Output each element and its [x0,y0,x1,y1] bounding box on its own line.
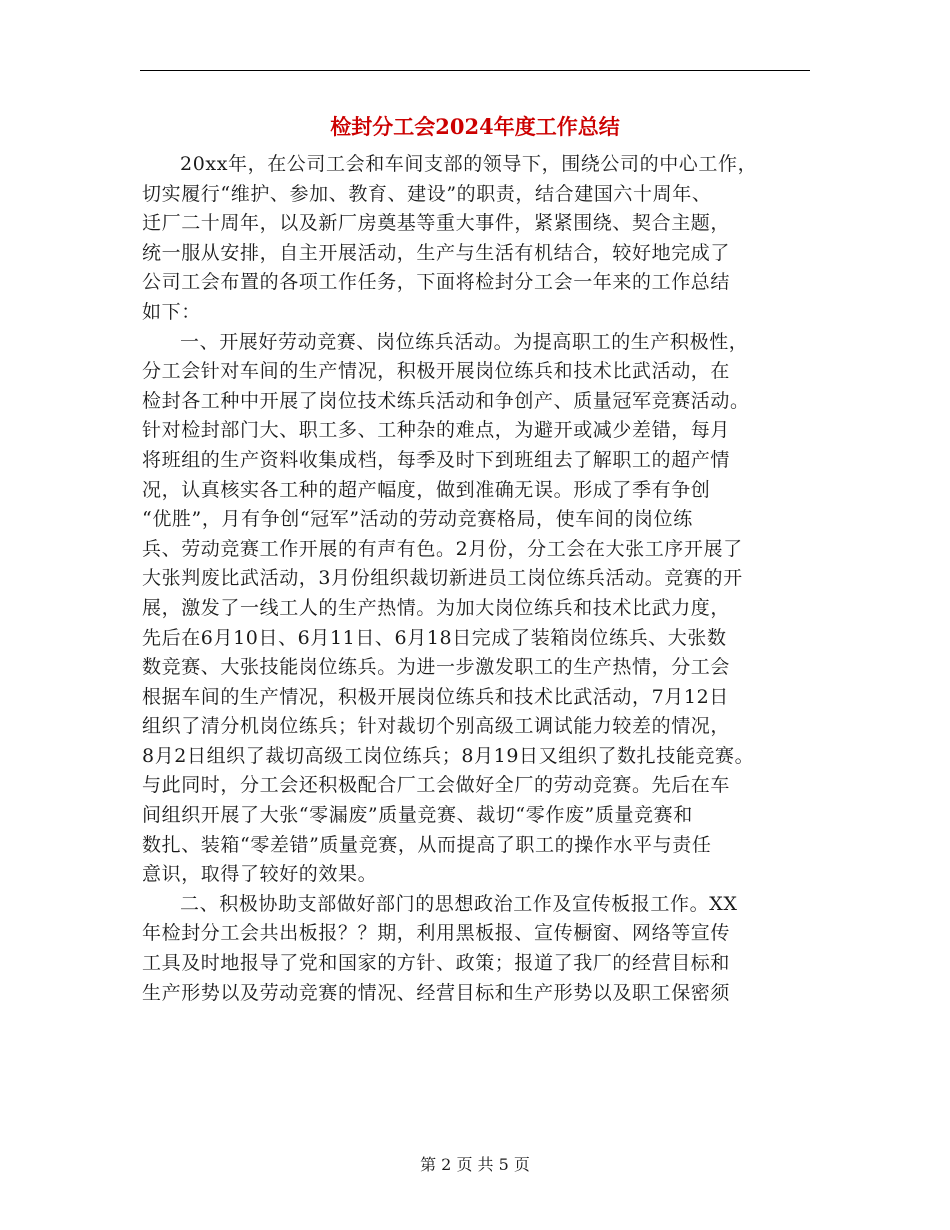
text-line: 组织了清分机岗位练兵；针对裁切个别高级工调试能力较差的情况， [142,715,731,738]
text-line: 如下： [142,300,201,323]
text-line: 根据车间的生产情况，积极开展岗位练兵和技术比武活动，7月12日 [142,685,729,708]
text-line: 统一服从安排，自主开展活动，生产与生活有机结合，较好地完成了 [142,241,731,264]
text-line: “优胜”，月有争创“冠军”活动的劳动竞赛格局，使车间的岗位练 [142,508,693,531]
text-line: 兵、劳动竞赛工作开展的有声有色。2月份，分工会在大张工序开展了 [142,537,743,560]
text-line: 大张判废比武活动，3月份组织裁切新进员工岗位练兵活动。竞赛的开 [142,567,743,590]
text-line: 与此同时，分工会还积极配合厂工会做好全厂的劳动竞赛。先后在车 [142,774,731,797]
document-title: 检封分工会2024年度工作总结 [330,114,620,139]
text-line: 况，认真核实各工种的超产幅度，做到准确无误。形成了季有争创 [142,478,711,501]
text-line: 先后在6月10日、6月11日、6月18日完成了装箱岗位练兵、大张数 [142,626,727,649]
text-line: 针对检封部门大、职工多、工种杂的难点，为避开或减少差错，每月 [142,419,731,442]
text-line: 间组织开展了大张“零漏废”质量竞赛、裁切“零作废”质量竞赛和 [142,804,693,827]
text-line: 一、开展好劳动竞赛、岗位练兵活动。为提高职工的生产积极性， [180,330,749,353]
text-line: 二、积极协助支部做好部门的思想政治工作及宣传板报工作。XX [180,892,738,915]
text-line: 将班组的生产资料收集成档，每季及时下到班组去了解职工的超产情 [142,448,731,471]
text-line: 数竞赛、大张技能岗位练兵。为进一步激发职工的生产热情，分工会 [142,656,731,679]
text-line: 分工会针对车间的生产情况，积极开展岗位练兵和技术比武活动，在 [142,360,731,383]
header-rule [140,70,810,71]
text-line: 迁厂二十周年，以及新厂房奠基等重大事件，紧紧围绕、契合主题， [142,212,731,235]
text-line: 年检封分工会共出板报？？期，利用黑板报、宣传橱窗、网络等宣传 [142,922,731,945]
text-line: 8月2日组织了裁切高级工岗位练兵；8月19日又组织了数扎技能竞赛。 [142,744,755,767]
text-line: 工具及时地报导了党和国家的方针、政策；报道了我厂的经营目标和 [142,952,731,975]
text-line: 检封各工种中开展了岗位技术练兵活动和争创产、质量冠军竞赛活动。 [142,389,750,412]
text-line: 切实履行“维护、参加、教育、建设”的职责，结合建国六十周年、 [142,182,712,205]
text-line: 生产形势以及劳动竞赛的情况、经营目标和生产形势以及职工保密须 [142,981,731,1004]
text-line: 公司工会布置的各项工作任务，下面将检封分工会一年来的工作总结 [142,271,731,294]
text-line: 展，激发了一线工人的生产热情。为加大岗位练兵和技术比武力度， [142,596,731,619]
document-body [142,150,822,1008]
page-number: 第 2 页 共 5 页 [420,1155,530,1174]
text-line: 20xx年，在公司工会和车间支部的领导下，围绕公司的中心工作， [180,153,758,175]
text-line: 数扎、装箱“零差错”质量竞赛，从而提高了职工的操作水平与责任 [142,833,712,856]
text-line: 意识，取得了较好的效果。 [142,863,378,886]
